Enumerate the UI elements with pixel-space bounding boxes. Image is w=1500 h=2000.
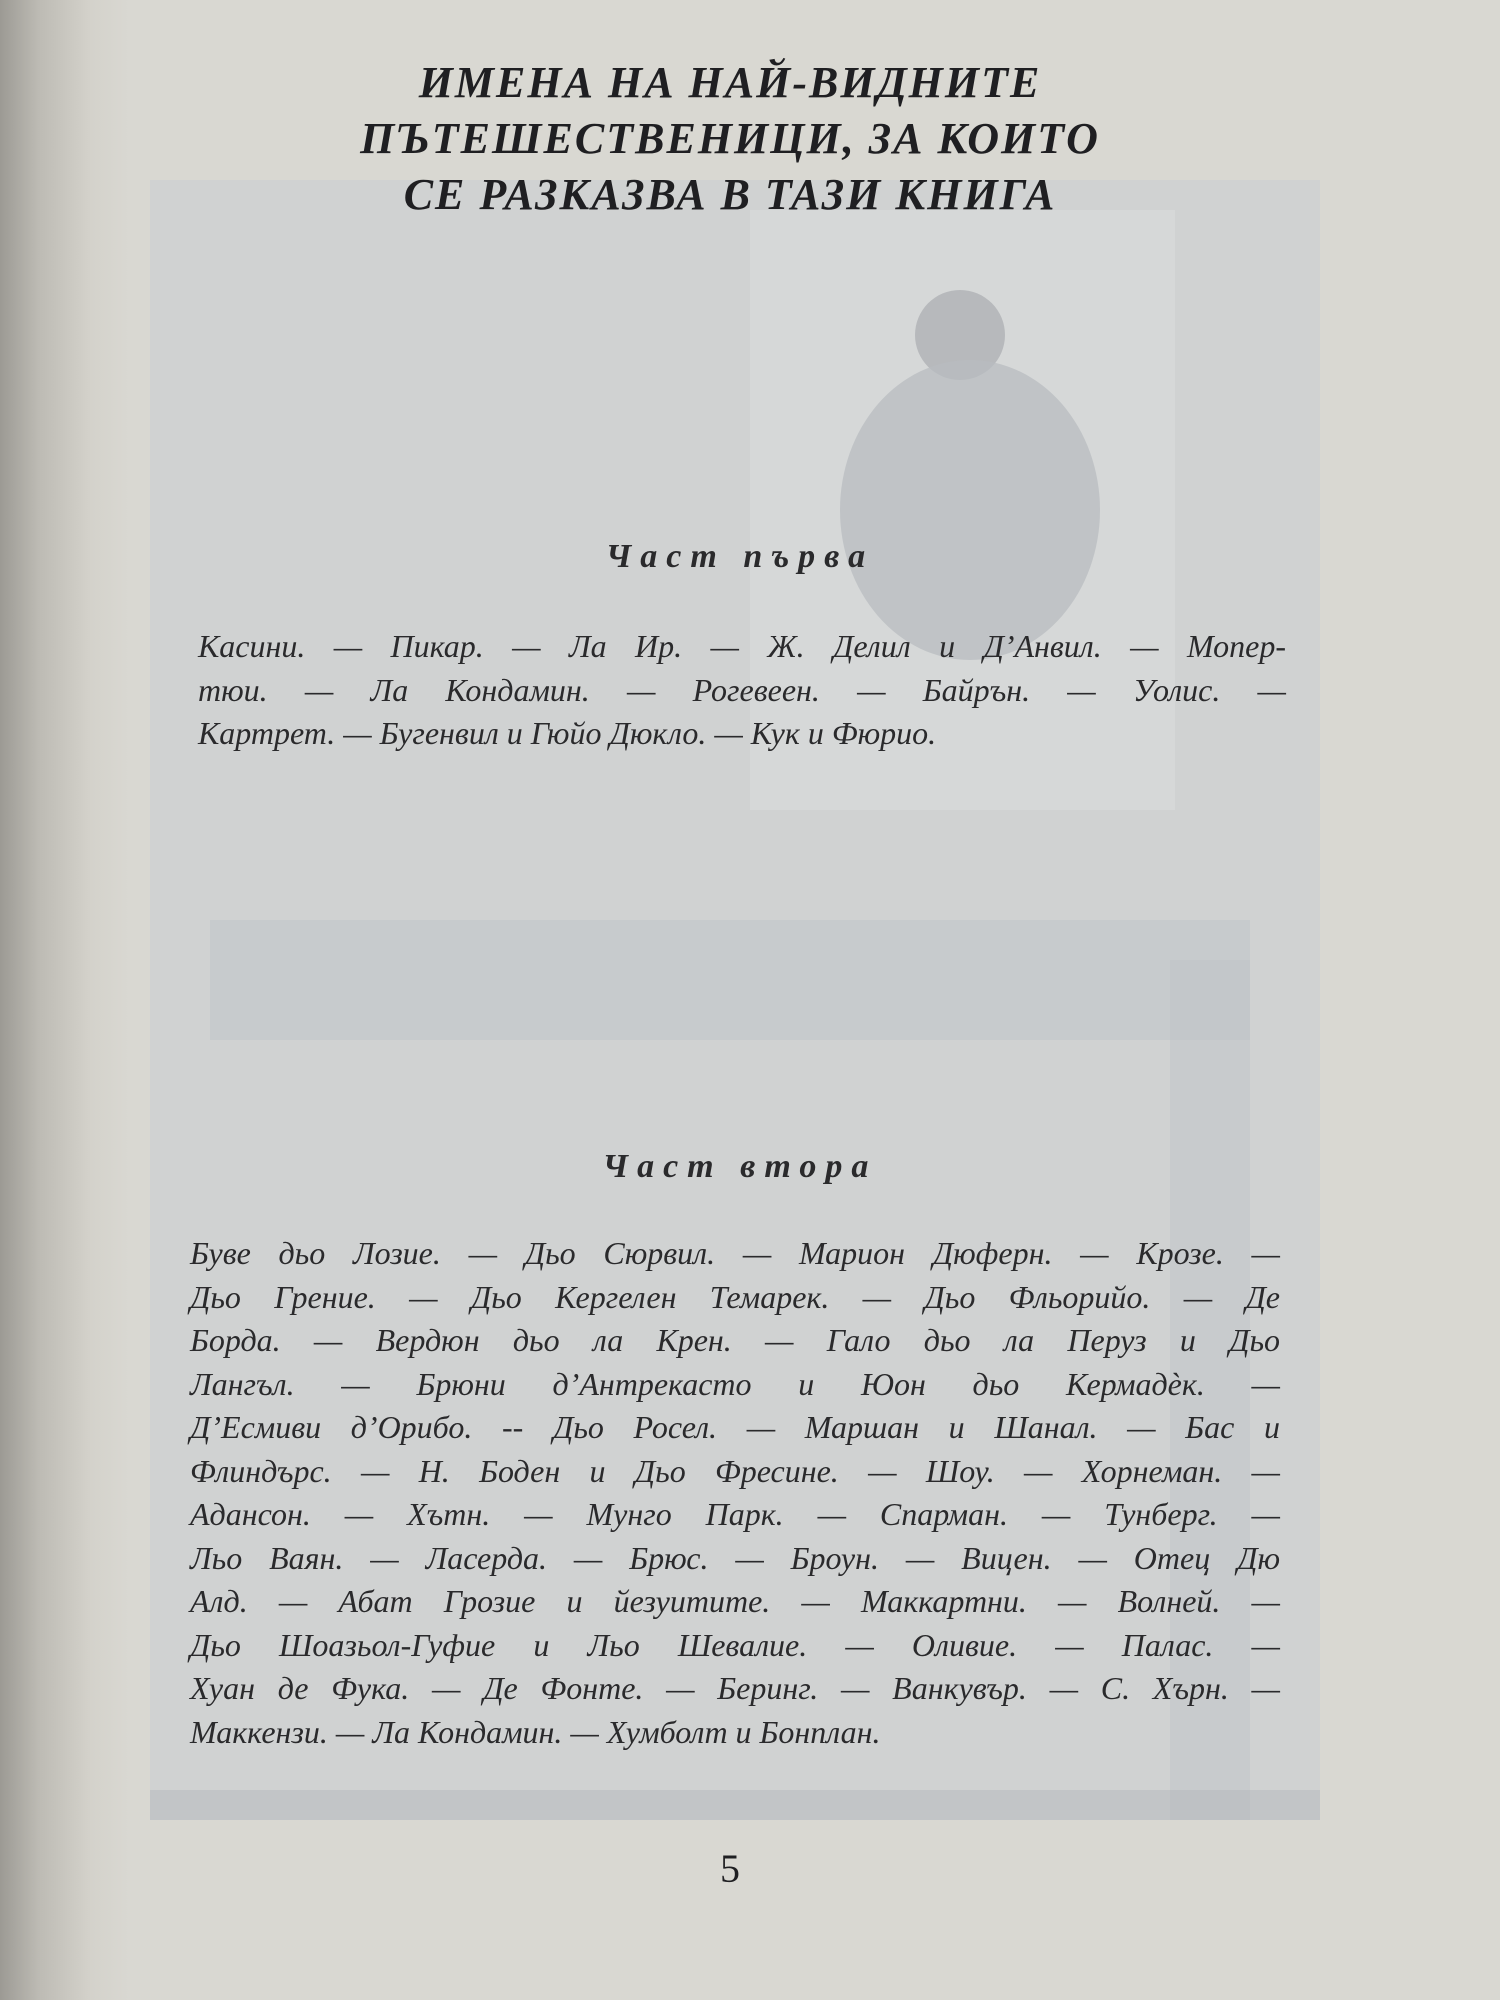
names-line: Дьо Грение. — Дьо Кергелен Темарек. — Дьо Фльорийо. — Де	[190, 1278, 1280, 1315]
title-line: ИМЕНА НА НАЙ-ВИДНИТЕ	[418, 58, 1042, 107]
names-line: тюи. — Ла Кондамин. — Рогевеен. — Байрън. — Уолис. —	[198, 671, 1286, 708]
names-line: Маккензи. — Ла Кондамин. — Хумболт и Бонплан.	[190, 1713, 881, 1750]
part-two-names	[190, 1232, 1280, 1754]
names-line: Лангъл. — Брюни д’Антрекасто и Юон дьо Кермадѐк. —	[190, 1365, 1280, 1402]
names-line: Касини. — Пикар. — Ла Ир. — Ж. Делил и Д’Анвил. — Мопер-	[198, 628, 1286, 664]
names-line: Флиндърс. — Н. Боден и Дьо Фресине. — Шоу. — Хорнеман. —	[190, 1452, 1280, 1489]
names-line: Хуан де Фука. — Де Фонте. — Беринг. — Ванкувър. — С. Хърн. —	[190, 1670, 1280, 1706]
names-line: Адансон. — Хътн. — Мунго Парк. — Спарман. — Тунберг. —	[190, 1496, 1280, 1532]
names-line: Буве дьо Лозие. — Дьо Сюрвил. — Марион Дюферн. — Крозе. —	[190, 1235, 1280, 1271]
names-line: Льо Ваян. — Ласерда. — Брюс. — Броун. — Вицен. — Отец Дю	[190, 1539, 1280, 1576]
names-line: Алд. — Абат Грозие и йезуитите. — Маккартни. — Волней. —	[190, 1583, 1280, 1619]
names-line: Д’Есмиви д’Орибо. -- Дьо Росел. — Маршан и Шанал. — Бас и	[190, 1409, 1280, 1445]
part-one-heading: Част първа	[605, 538, 875, 575]
part-two-heading: Част втора	[602, 1148, 878, 1185]
page-number: 5	[720, 1846, 740, 1891]
names-line: Картрет. — Бугенвил и Гюйо Дюкло. — Кук и Фюрио.	[198, 715, 937, 751]
title-line: ПЪТЕШЕСТВЕНИЦИ, ЗА КОИТО	[360, 114, 1100, 163]
page-title	[300, 55, 1160, 223]
names-line: Дьо Шоазьол-Гуфие и Льо Шевалие. — Оливие. — Палас. —	[190, 1626, 1280, 1663]
names-line: Борда. — Вердюн дьо ла Крен. — Гало дьо ла Перуз и Дьо	[190, 1322, 1280, 1358]
title-line: СЕ РАЗКАЗВА В ТАЗИ КНИГА	[403, 170, 1057, 219]
part-one-names	[198, 625, 1286, 756]
